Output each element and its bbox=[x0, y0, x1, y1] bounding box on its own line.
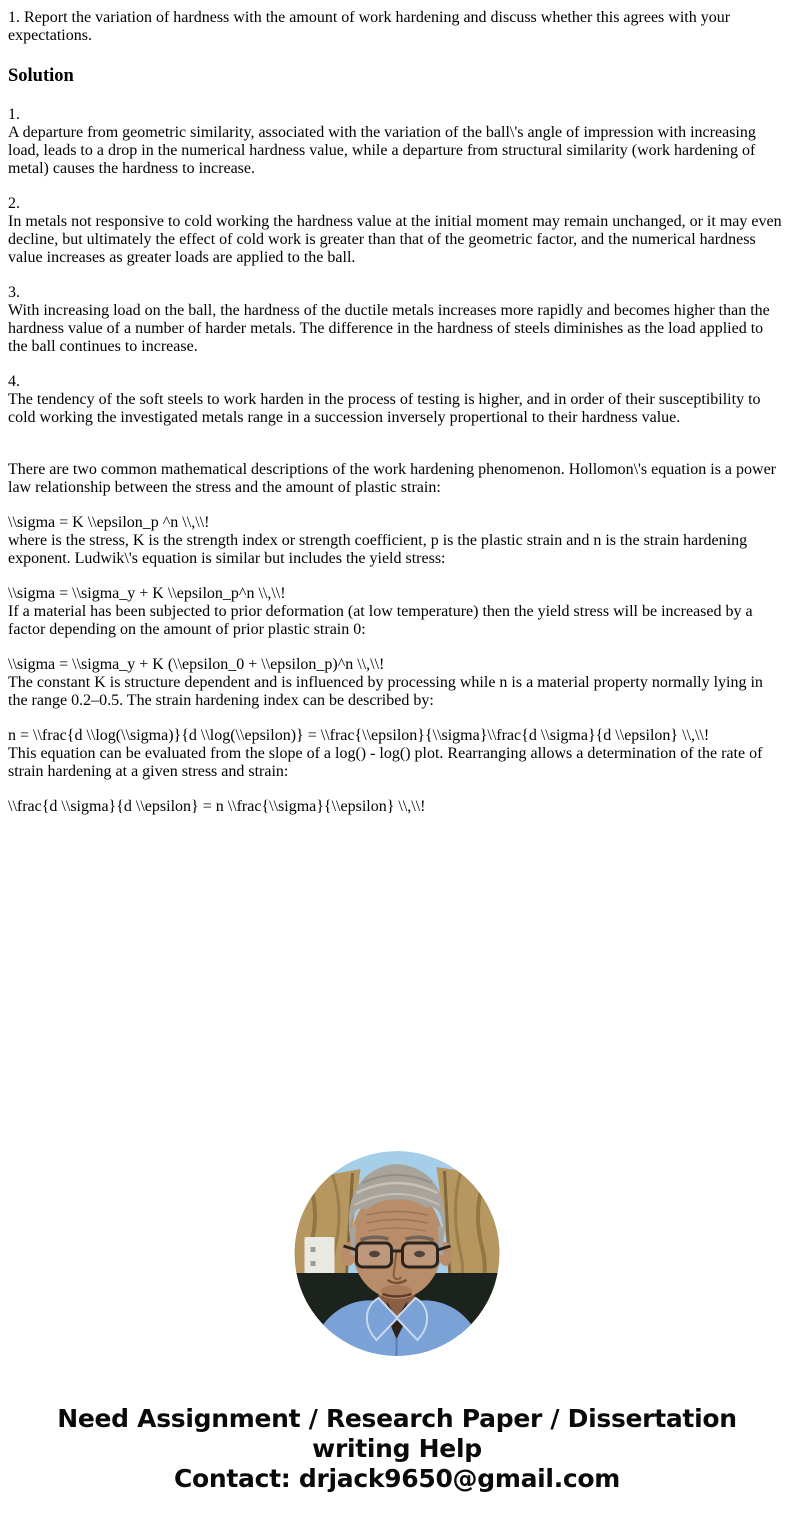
item-number: 3. bbox=[8, 284, 20, 301]
solution-heading: Solution bbox=[8, 66, 74, 86]
promo-banner bbox=[0, 1404, 794, 1494]
promo-line-1: Need Assignment / Research Paper / Dissertation bbox=[57, 1404, 737, 1433]
paragraph-text: If a material has been subjected to prior deformation (at low temperature) then the yield stress will be increased by a factor depending on the amount of prior plastic strain 0: bbox=[8, 603, 753, 638]
promo-contact-email: Contact: drjack9650@gmail.com bbox=[173, 1464, 621, 1493]
item-text: A departure from geometric similarity, associated with the variation of the ball\'s angle of impression with increasing load, leads to a drop in the numerical hardness value, while a departure from structural similarity (work hardening of metal) causes the hardness to increase. bbox=[8, 124, 756, 177]
equation-text: \\sigma = K \\epsilon_p ^n \\,\\! bbox=[8, 514, 210, 531]
question-text: 1. Report the variation of hardness with the amount of work hardening and discuss whether this agrees with your expectations. bbox=[8, 9, 731, 44]
paragraph-text: This equation can be evaluated from the slope of a log() - log() plot. Rearranging allows a determination of the rate of strain hardening at a given stress and strain: bbox=[8, 745, 763, 780]
item-text: With increasing load on the ball, the hardness of the ductile metals increases more rapidly and becomes higher than the hardness value of a number of harder metals. The difference in the hardness of steels diminishes as the load applied to the ball continues to increase. bbox=[8, 302, 770, 355]
paragraph-text: The constant K is structure dependent and is influenced by processing while n is a material property normally lying in the range 0.2–0.5. The strain hardening index can be described by: bbox=[8, 674, 763, 709]
equation-paragraph bbox=[8, 798, 786, 816]
document-body bbox=[8, 9, 786, 833]
paragraph-text: where is the stress, K is the strength index or strength coefficient, p is the plastic strain and n is the strain hardening exponent. Ludwik\'s equation is similar but includes the yield stress: bbox=[8, 532, 748, 567]
item-text: The tendency of the soft steels to work harden in the process of testing is higher, and in order of their susceptibility to cold working the investigated metals range in a succession inversely propertional to their hardness value. bbox=[8, 391, 761, 426]
equation-text: \\frac{d \\sigma}{d \\epsilon} = n \\frac{\\sigma}{\\epsilon} \\,\\! bbox=[8, 798, 426, 815]
numbered-item bbox=[8, 284, 786, 356]
item-number: 2. bbox=[8, 195, 20, 212]
equation-paragraph bbox=[8, 656, 786, 710]
presenter-photo bbox=[295, 1151, 500, 1356]
item-text: In metals not responsive to cold working the hardness value at the initial moment may remain unchanged, or it may even decline, but ultimately the effect of cold work is greater than that of the geometric factor, and the numerical hardness value increases as greater loads are applied to the ball. bbox=[8, 213, 782, 266]
equation-paragraph bbox=[8, 585, 786, 639]
numbered-item bbox=[8, 106, 786, 178]
equation-text: \\sigma = \\sigma_y + K (\\epsilon_0 + \\epsilon_p)^n \\,\\! bbox=[8, 656, 385, 673]
equation-text: \\sigma = \\sigma_y + K \\epsilon_p^n \\,\\! bbox=[8, 585, 286, 602]
equation-paragraph bbox=[8, 727, 786, 781]
numbered-item bbox=[8, 373, 786, 427]
item-number: 4. bbox=[8, 373, 20, 390]
numbered-item bbox=[8, 195, 786, 267]
intro-paragraph bbox=[8, 444, 786, 497]
equation-text: n = \\frac{d \\log(\\sigma)}{d \\log(\\epsilon)} = \\frac{\\epsilon}{\\sigma}\\frac{d \\sigma}{d \\epsilon} \\,\\! bbox=[8, 727, 710, 744]
equation-paragraph bbox=[8, 514, 786, 568]
promo-line-2: writing Help bbox=[312, 1434, 482, 1463]
presenter-photo-illustration bbox=[295, 1151, 500, 1356]
paragraph-text: There are two common mathematical descriptions of the work hardening phenomenon. Hollomon\'s equation is a power law relationship between the stress and the amount of plastic strain: bbox=[8, 461, 777, 496]
item-number: 1. bbox=[8, 106, 20, 123]
